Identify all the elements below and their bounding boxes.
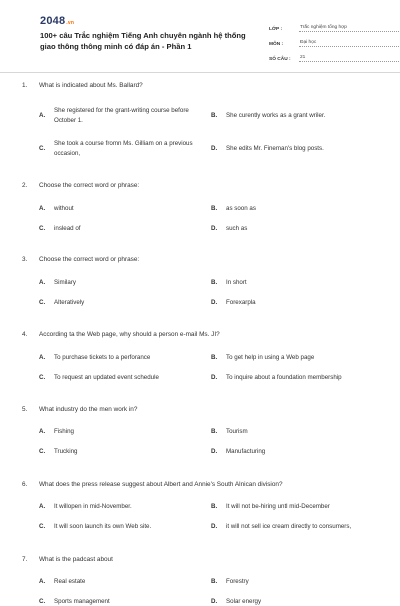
logo-main: 2048 bbox=[40, 15, 65, 27]
question-item bbox=[22, 181, 388, 233]
option-letter: B. bbox=[211, 427, 226, 437]
question-item bbox=[22, 405, 388, 456]
answer-option[interactable] bbox=[211, 278, 388, 288]
question-number: 5. bbox=[22, 405, 39, 414]
answer-option[interactable] bbox=[39, 502, 211, 512]
option-letter: B. bbox=[211, 278, 226, 288]
meta-label: SỐ CÂU : bbox=[269, 57, 299, 62]
option-grid bbox=[22, 502, 388, 531]
option-letter: A. bbox=[39, 353, 54, 363]
option-letter: A. bbox=[39, 278, 54, 288]
option-letter: B. bbox=[211, 111, 226, 121]
header-divider bbox=[0, 72, 400, 73]
option-text: Tourism bbox=[226, 427, 388, 437]
option-text: She edits Mr. Fineman's blog posts. bbox=[226, 144, 376, 154]
option-letter: B. bbox=[211, 353, 226, 363]
option-text: Manufacturing bbox=[226, 447, 388, 457]
option-letter: C. bbox=[39, 224, 54, 234]
question-number: 2. bbox=[22, 181, 39, 190]
option-letter: B. bbox=[211, 204, 226, 214]
answer-option[interactable] bbox=[211, 373, 388, 383]
question-text: What is the padcast about bbox=[39, 555, 388, 564]
option-text: To inquire about a foundation membership bbox=[226, 373, 388, 383]
option-letter: B. bbox=[211, 502, 226, 512]
option-text: It will soon launch its own Web site. bbox=[54, 522, 211, 532]
question-text: Choose the correct word or phrase: bbox=[39, 255, 388, 264]
question-text: Choose the correct word or phrase: bbox=[39, 181, 388, 190]
worksheet-title: 100+ câu Trắc nghiệm Tiếng Anh chuyên ngành hệ thống giao thông thông minh có đáp án - Phần 1 bbox=[40, 31, 250, 52]
option-text: inslead of bbox=[54, 224, 211, 234]
answer-option[interactable] bbox=[39, 106, 211, 125]
option-letter: D. bbox=[211, 597, 226, 606]
question-header bbox=[22, 181, 388, 190]
option-letter: D. bbox=[211, 373, 226, 383]
meta-value: Trắc nghiệm tổng hợp bbox=[299, 25, 399, 32]
answer-option[interactable] bbox=[211, 502, 388, 512]
question-text: What is indicated about Ms. Ballard? bbox=[39, 81, 388, 90]
option-text: Solar energy bbox=[226, 597, 388, 606]
option-letter: B. bbox=[211, 577, 226, 587]
option-letter: A. bbox=[39, 577, 54, 587]
question-number: 7. bbox=[22, 555, 39, 564]
option-text: Alteratively bbox=[54, 298, 211, 308]
option-letter: D. bbox=[211, 298, 226, 308]
option-text: It willopen in mid-November. bbox=[54, 502, 211, 512]
answer-option[interactable] bbox=[211, 204, 388, 214]
question-header bbox=[22, 330, 388, 339]
answer-option[interactable] bbox=[39, 224, 211, 234]
meta-row-count bbox=[269, 47, 399, 62]
question-header bbox=[22, 81, 388, 90]
question-number: 4. bbox=[22, 330, 39, 339]
option-grid bbox=[22, 106, 388, 158]
answer-option[interactable] bbox=[39, 427, 211, 437]
option-letter: C. bbox=[39, 447, 54, 457]
option-letter: A. bbox=[39, 502, 54, 512]
question-text: What industry do the men work in? bbox=[39, 405, 388, 414]
question-header bbox=[22, 255, 388, 264]
answer-option[interactable] bbox=[39, 447, 211, 457]
meta-row-class bbox=[269, 17, 399, 32]
option-letter: D. bbox=[211, 224, 226, 234]
option-letter: C. bbox=[39, 522, 54, 532]
question-item bbox=[22, 555, 388, 606]
option-text: Fishing bbox=[54, 427, 211, 437]
question-list bbox=[0, 81, 400, 606]
question-text: According ta the Web page, why should a person e-mail Ms. JI? bbox=[39, 330, 388, 339]
option-letter: A. bbox=[39, 204, 54, 214]
option-letter: A. bbox=[39, 427, 54, 437]
option-text: it will not sell ice cream directly to consumers, bbox=[226, 522, 376, 532]
answer-option[interactable] bbox=[211, 139, 388, 158]
answer-option[interactable] bbox=[39, 522, 211, 532]
meta-row-subject bbox=[269, 32, 399, 47]
answer-option[interactable] bbox=[39, 139, 211, 158]
question-item bbox=[22, 255, 388, 307]
option-text: To get help in using a Web page bbox=[226, 353, 388, 363]
question-item bbox=[22, 480, 388, 531]
answer-option[interactable] bbox=[39, 298, 211, 308]
question-text: What does the press release suggest about Albert and Annie's South Alnican division? bbox=[39, 480, 388, 489]
question-item bbox=[22, 81, 388, 158]
answer-option[interactable] bbox=[39, 204, 211, 214]
answer-option[interactable] bbox=[211, 427, 388, 437]
option-text: Real estate bbox=[54, 577, 211, 587]
option-grid bbox=[22, 278, 388, 307]
option-letter: D. bbox=[211, 144, 226, 154]
meta-value: 21 bbox=[299, 55, 399, 62]
option-grid bbox=[22, 204, 388, 233]
option-letter: A. bbox=[39, 111, 54, 121]
question-number: 1. bbox=[22, 81, 39, 90]
option-letter: D. bbox=[211, 447, 226, 457]
answer-option[interactable] bbox=[39, 577, 211, 587]
answer-option[interactable] bbox=[211, 224, 388, 234]
site-logo[interactable] bbox=[40, 15, 74, 27]
meta-label: MÔN : bbox=[269, 42, 299, 47]
option-letter: C. bbox=[39, 298, 54, 308]
answer-option[interactable] bbox=[39, 597, 211, 606]
option-grid bbox=[22, 427, 388, 456]
option-text: Forestry bbox=[226, 577, 388, 587]
option-grid bbox=[22, 577, 388, 606]
meta-label: LỚP : bbox=[269, 27, 299, 32]
answer-option[interactable] bbox=[211, 447, 388, 457]
answer-option[interactable] bbox=[211, 106, 388, 125]
answer-option[interactable] bbox=[211, 353, 388, 363]
logo-tld: .vn bbox=[66, 20, 74, 26]
answer-option[interactable] bbox=[211, 577, 388, 587]
option-text: To request an updated event schedule bbox=[54, 373, 211, 383]
option-text: She curently works as a grant wriler. bbox=[226, 111, 376, 121]
question-number: 3. bbox=[22, 255, 39, 264]
option-text: To purchase tickets to a perforance bbox=[54, 353, 211, 363]
option-letter: C. bbox=[39, 597, 54, 606]
question-item bbox=[22, 330, 388, 382]
meta-value: Đại học bbox=[299, 40, 399, 47]
answer-option[interactable] bbox=[39, 278, 211, 288]
worksheet-header bbox=[16, 0, 388, 72]
answer-option[interactable] bbox=[39, 373, 211, 383]
option-letter: C. bbox=[39, 373, 54, 383]
option-text: Sports management bbox=[54, 597, 211, 606]
option-text: Forexarpla bbox=[226, 298, 388, 308]
option-text: It will not be-hiring untl mid-December bbox=[226, 502, 388, 512]
answer-option[interactable] bbox=[211, 522, 388, 532]
option-letter: C. bbox=[39, 144, 54, 154]
answer-option[interactable] bbox=[39, 353, 211, 363]
option-text: as soon as bbox=[226, 204, 388, 214]
option-text: She took a course fromn Ms. Gilliam on a previous occasion, bbox=[54, 139, 204, 158]
option-text: Trucking bbox=[54, 447, 211, 457]
option-letter: D. bbox=[211, 522, 226, 532]
option-text: such as bbox=[226, 224, 388, 234]
question-header bbox=[22, 405, 388, 414]
question-number: 6. bbox=[22, 480, 39, 489]
answer-option[interactable] bbox=[211, 298, 388, 308]
option-grid bbox=[22, 353, 388, 382]
option-text: without bbox=[54, 204, 211, 214]
option-text: She registered for the grant-writing course before October 1. bbox=[54, 106, 204, 125]
worksheet-meta bbox=[269, 17, 399, 62]
answer-option[interactable] bbox=[211, 597, 388, 606]
option-text: Similary bbox=[54, 278, 211, 288]
question-header bbox=[22, 480, 388, 489]
option-text: In short bbox=[226, 278, 388, 288]
question-header bbox=[22, 555, 388, 564]
